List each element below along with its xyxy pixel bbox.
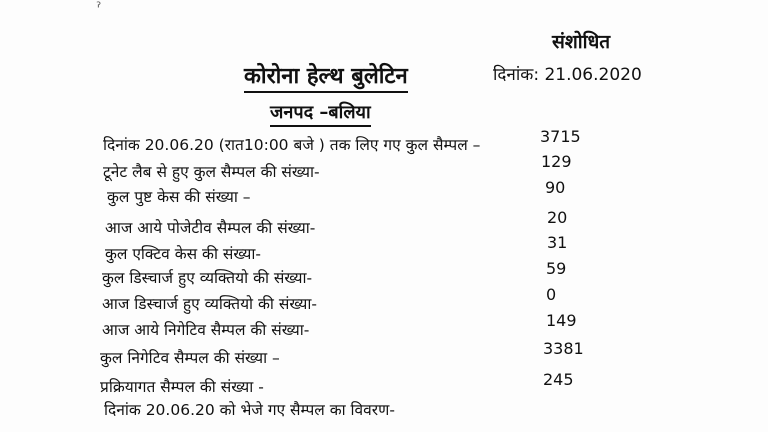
row-label-active-cases: कुल एक्टिव केस की संख्या- [105, 245, 262, 263]
row-label-negative-today: आज आये निगेटिव सैम्पल की संख्या- [102, 321, 310, 339]
samples-sent-note: दिनांक 20.06.20 को भेजे गए सैम्पल का विवरण- [104, 401, 395, 419]
row-value-pending-samples: 245 [543, 370, 574, 389]
row-value-confirmed-cases: 90 [545, 178, 566, 197]
row-label-discharged-today: आज डिस्चार्ज हुए व्यक्तियो की संख्या- [102, 295, 317, 313]
row-value-total-samples: 3715 [540, 127, 581, 146]
bulletin-title: कोरोना हेल्थ बुलेटिन [244, 60, 408, 93]
row-value-discharged-today: 0 [546, 285, 557, 304]
bulletin-date: दिनांक: 21.06.2020 [493, 65, 642, 85]
row-label-confirmed-cases: कुल पुष्ट केस की संख्या – [107, 188, 251, 206]
row-value-truenat-samples: 129 [541, 152, 572, 171]
row-value-active-cases: 31 [547, 233, 568, 252]
row-value-positive-today: 20 [547, 208, 568, 227]
row-label-truenat-samples: टूनेट लैब से हुए कुल सैम्पल की संख्या- [103, 163, 320, 181]
row-value-negative-today: 149 [546, 311, 577, 330]
row-value-total-negative: 3381 [543, 339, 584, 358]
revised-label: संशोधित [552, 31, 611, 53]
district-subtitle: जनपद –बलिया [270, 100, 371, 127]
row-label-positive-today: आज आये पोजेटीव सैम्पल की संख्या- [105, 219, 316, 237]
row-label-total-discharged: कुल डिस्चार्ज हुए व्यक्तियो की संख्या- [102, 269, 313, 287]
row-label-pending-samples: प्रक्रियागत सैम्पल की संख्या - [100, 378, 264, 396]
row-value-total-discharged: 59 [546, 259, 567, 278]
row-label-total-negative: कुल निगेटिव सैम्पल की संख्या – [100, 349, 280, 367]
row-label-total-samples: दिनांक 20.06.20 (रात10:00 बजे ) तक लिए गए कुल सैम्पल – [103, 136, 481, 154]
stray-pen-mark: ˀ [96, 0, 102, 16]
